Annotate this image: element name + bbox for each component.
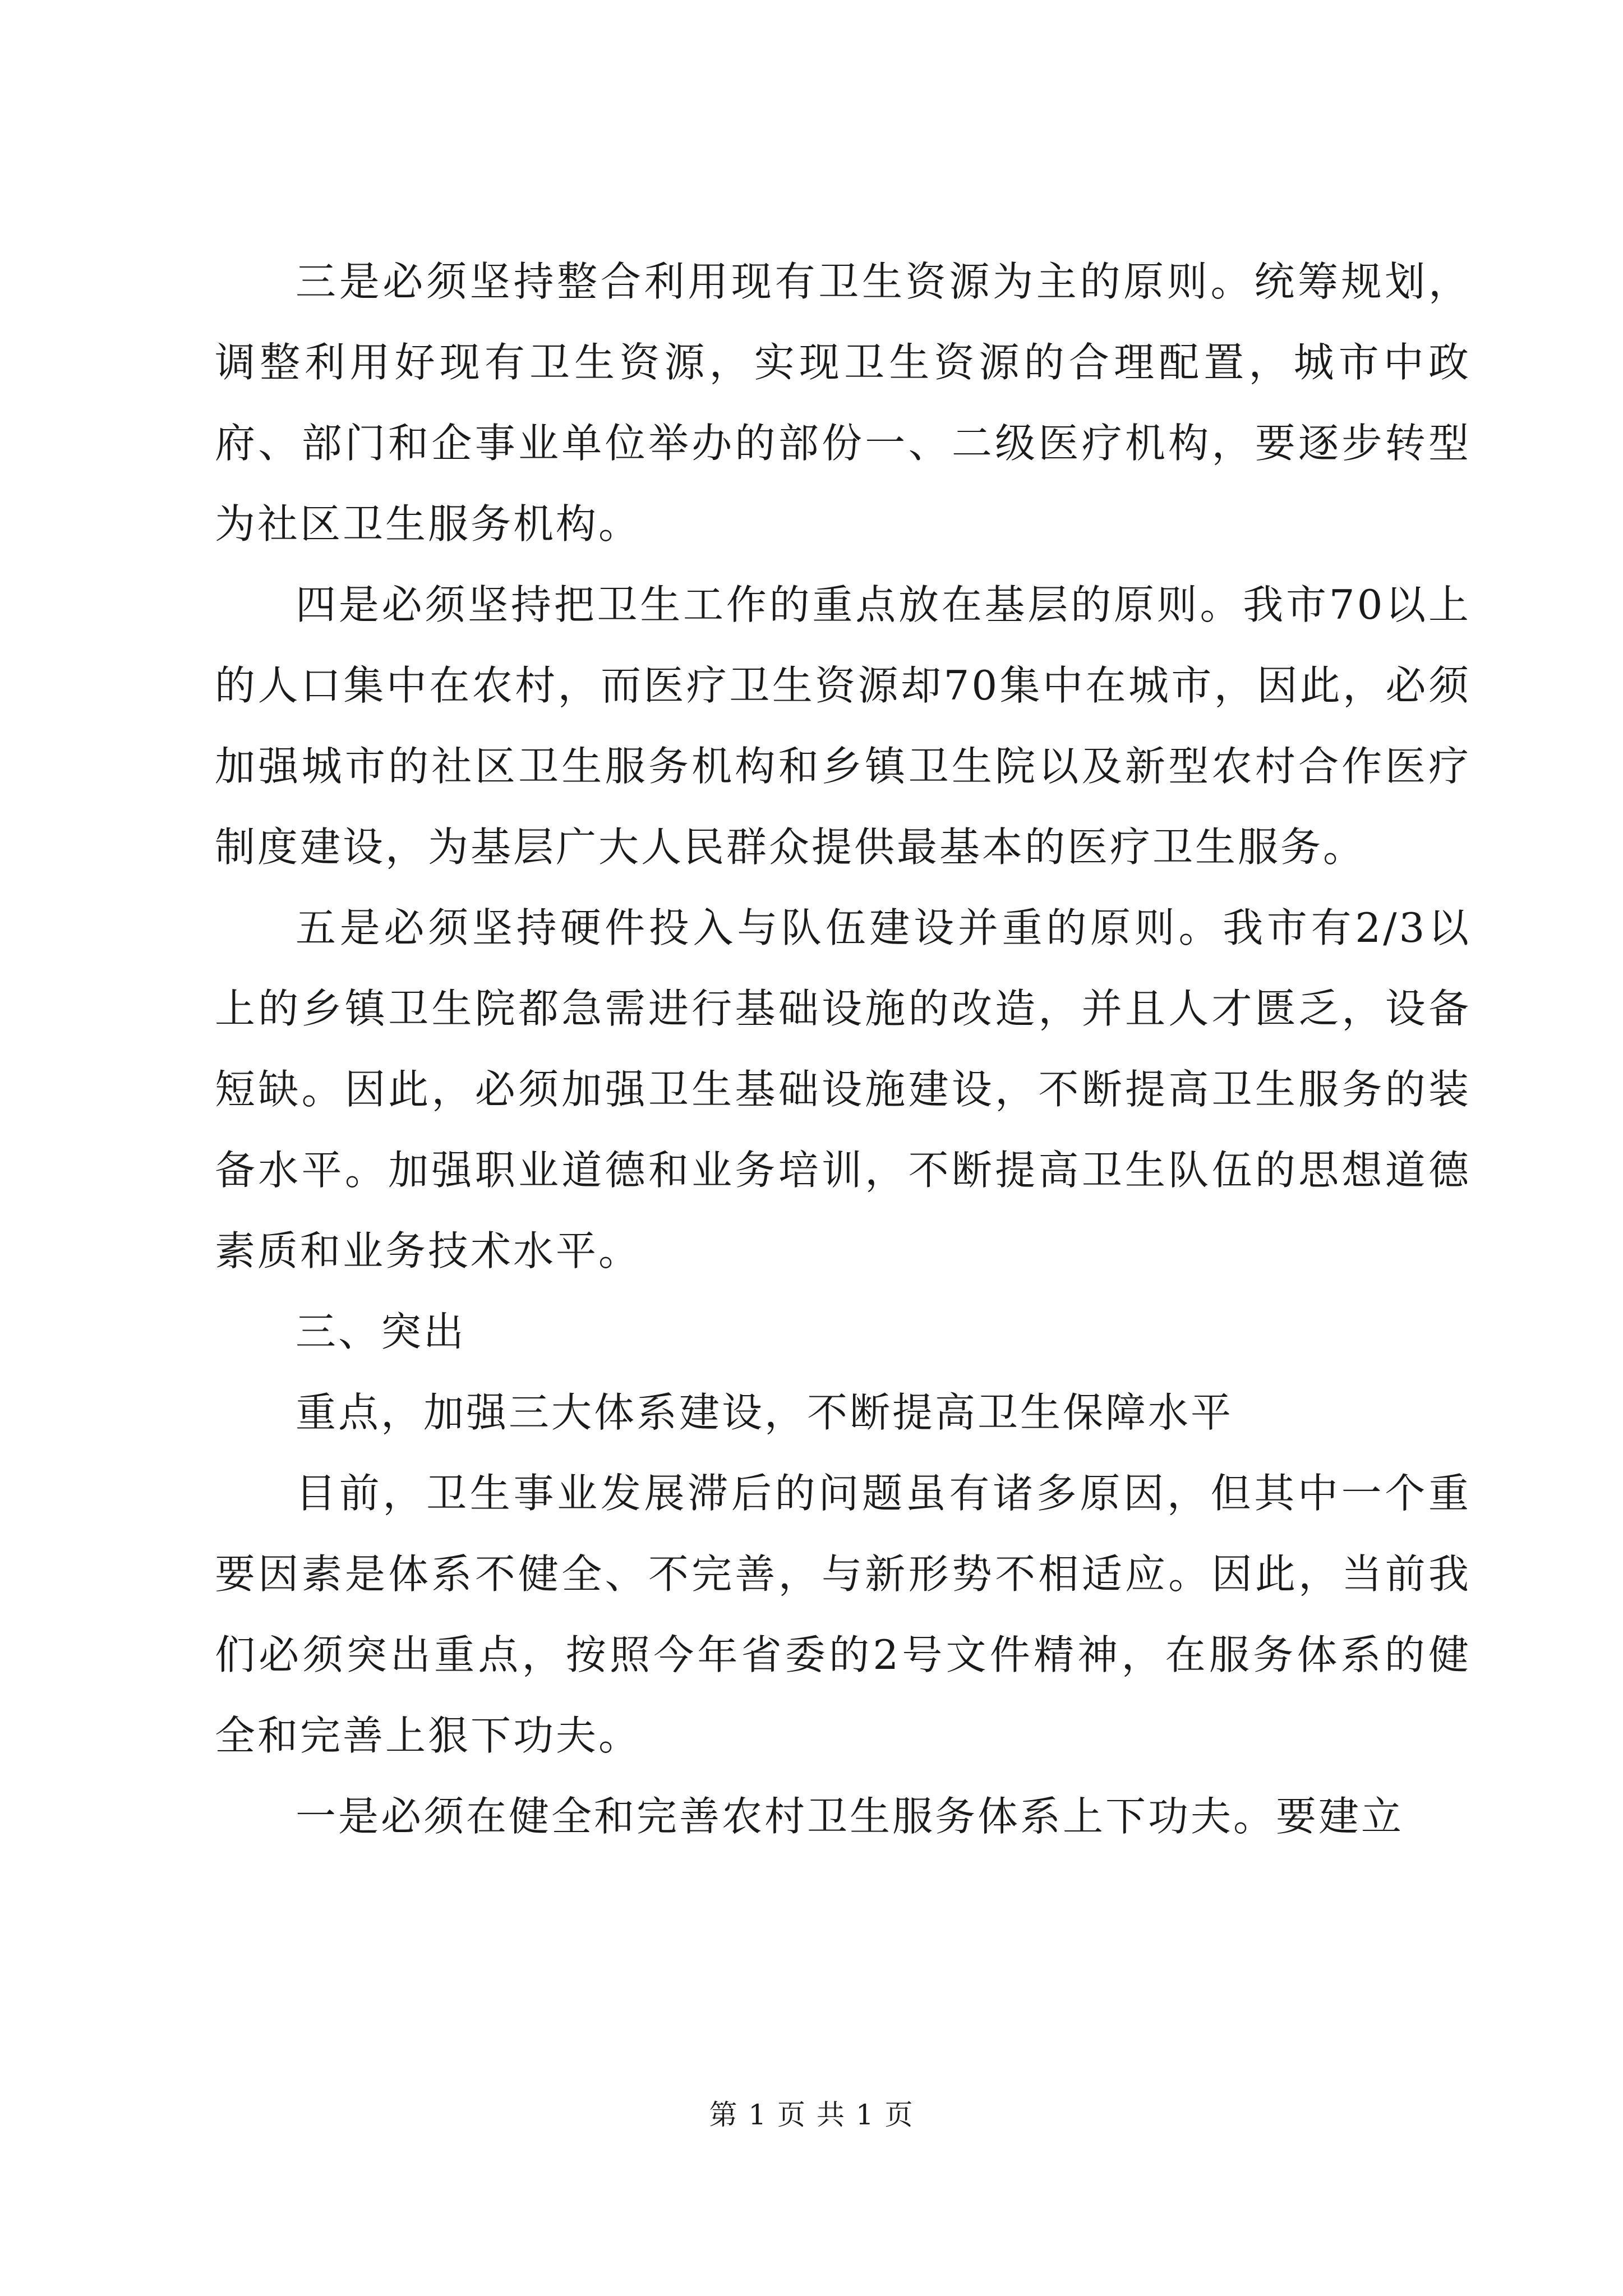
paragraph-principle-four: 四是必须坚持把卫生工作的重点放在基层的原则。我市70以上的人口集中在农村，而医疗卫生资源却70集中在城市，因此，必须加强城市的社区卫生服务机构和乡镇卫生院以及新型农村合作医疗制度建设，为基层广大人民群众提供最基本的医疗卫生服务。 bbox=[215, 581, 1471, 871]
paragraph-principle-five: 五是必须坚持硬件投入与队伍建设并重的原则。我市有2/3以上的乡镇卫生院都急需进行基础设施的改造，并且人才匮乏，设备短缺。因此，必须加强卫生基础设施建设，不断提高卫生服务的装备水平。加强职业道德和业务培训，不断提高卫生队伍的思想道德素质和业务技术水平。 bbox=[215, 904, 1471, 1274]
paragraph-current-situation: 目前，卫生事业发展滞后的问题虽有诸多原因，但其中一个重要因素是体系不健全、不完善，与新形势不相适应。因此，当前我们必须突出重点，按照今年省委的2号文件精神，在服务体系的健全和完善上狠下功夫。 bbox=[215, 1470, 1471, 1759]
document-body bbox=[215, 241, 1471, 1857]
section-heading-three: 三、突出 bbox=[296, 1308, 467, 1355]
page-number-footer: 第 1 页 共 1 页 bbox=[709, 2099, 914, 2131]
paragraph-principle-three: 三是必须坚持整合利用现有卫生资源为主的原则。统筹规划，调整利用好现有卫生资源，实现卫生资源的合理配置，城市中政府、部门和企事业单位举办的部份一、二级医疗机构，要逐步转型为社区卫生服务机构。 bbox=[215, 258, 1471, 547]
paragraph-item-one: 一是必须在健全和完善农村卫生服务体系上下功夫。要建立 bbox=[296, 1793, 1404, 1840]
section-heading-continued: 重点，加强三大体系建设，不断提高卫生保障水平 bbox=[296, 1389, 1234, 1436]
